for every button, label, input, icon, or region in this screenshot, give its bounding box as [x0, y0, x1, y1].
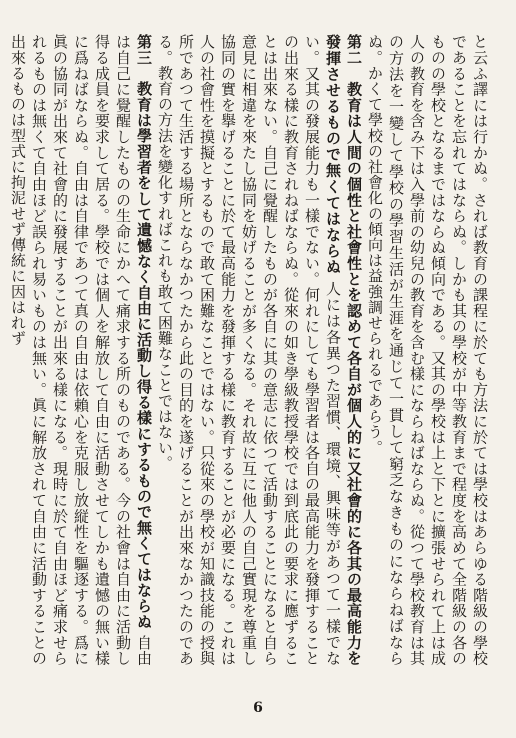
paragraph-2 [154, 34, 364, 666]
body-text [9, 34, 490, 667]
paragraph-1 [364, 34, 490, 666]
page-number: 6 [253, 700, 263, 716]
paragraph-3 [7, 34, 154, 666]
section-heading-2: 第二 教育は人間の個性と社會性とを認めて各自が個人的に又社會的に各其の最高能力を發揮させるもので無くてはならぬ [324, 34, 363, 666]
paragraph-2-text: 人には各異つた習慣、環境、興味等があつて一樣でない。又其の發展能力も一樣でない。何れにしても學習者は各自の最高能力を發揮することの出來る樣に教育されねばならぬ。從來の如き學級教授學校では到底此の要求に應ずることは出來ない。自己に覺醒したものが各自に其の意志に依つて活動することになると自ら意見に相違を來たし協同を妨げることが多くなる。それ故に互に他人の自己實現を尊重し協同の實を擧げることに於て最高能力を發揮する樣に教育することが必要になる。これは人の社會性を摸擬とするもので敢て困難なことではない。只從來の學校が知識技能の授與所であつて生活する場所とならなかつたから此の目的を遂げることが出來なかつたのである。教育の方法を變化すればこれも敢て困難なことではない。 [156, 34, 342, 667]
section-heading-3: 第三 教育は學習者をして遺憾なく自由に活動し得る樣にするもので無くてはならぬ [135, 34, 153, 630]
paragraph-3-text: 自由は自己に覺醒したものの生命にかへて痛求する所のものである。今の社會は自由に活動し得る成員を要求して居る。學校では個人を解放して自由に活動させてしかも遺憾の無い樣に爲ねばならぬ。自由は自律であつて真の自由は依賴心を克服し放縦性を驅逐する。爲に眞の協同が出來て社會的に發展することが出來る樣になる。現時に於て自由ほど痛求せられるものは無くて自由ほど誤られ易いものは無い。眞に解放されて自由に活動することの出來るものは型式に拘泥せず傳統に因はれず [9, 34, 153, 666]
paragraph-1-text: と云ふ譯には行かぬ。されば教育の課程に於ても方法に於ては學校はあらゆる階級の學校であることを忘れてはならぬ。しかも其の學校が中等教育まで程度を高めて全階級の各のものの學校となるまではならぬ傾向である。又其の學校は上と下とに擴張せられて上は成人の教育を含み下は入學前の幼兒の教育を含む樣にならねばならぬ。從つて學校教育は其の方法を一變して學校の學習生活が生涯を通じて一貫して窮乏なきものにならねばならぬ。かくて學校の社會化の傾向は益強調せられるであらう。 [366, 34, 489, 666]
